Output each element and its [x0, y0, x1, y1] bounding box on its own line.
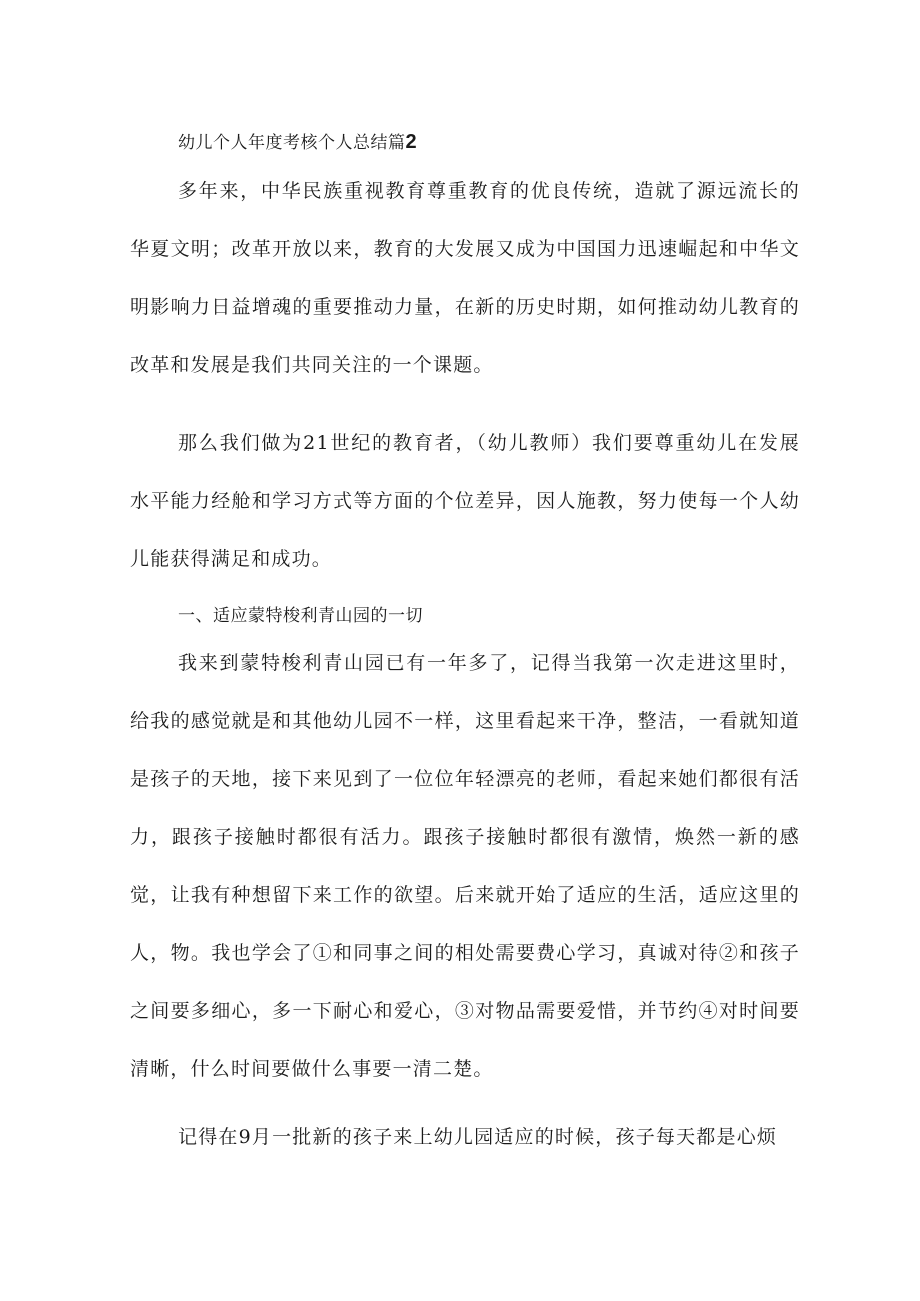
document-title [178, 128, 417, 157]
title-text: 幼儿个人年度考核个人总结篇 [178, 133, 406, 153]
paragraph-1: 多年来，中华民族重视教育尊重教育的优良传统，造就了源远流长的华夏文明；改革开放以来，教育的大发展又成为中国国力迅速崛起和中华文明影响力日益增魂的重要推动力量，在新的历史时期，如何推动幼儿教育的改革和发展是我们共同关注的一个课题。 [130, 180, 800, 376]
section-heading: 一、适应蒙特梭利青山园的一切 [178, 606, 423, 626]
paragraph-2: 那么我们做为21世纪的教育者，（幼儿教师）我们要尊重幼儿在发展水平能力经舱和学习方式等方面的个位差异，因人施教，努力使每一个人幼儿能获得满足和成功。 [130, 432, 800, 570]
paragraph-3: 我来到蒙特梭利青山园已有一年多了，记得当我第一次走进这里时，给我的感觉就是和其他幼儿园不一样，这里看起来干净，整洁，一看就知道是孩子的天地，接下来见到了一位位年轻漂亮的老师，看起来她们都很有活力，跟孩子接触时都很有活力。跟孩子接触时都很有激情，焕然一新的感觉，让我有种想留下来工作的欲望。后来就开始了适应的生活，适应这里的人，物。我也学会了①和同事之间的相处需要费心学习，真诚对待②和孩子之间要多细心，多一下耐心和爱心，③对物品需要爱惜，并节约④对时间要清晰，什么时间要做什么事要一清二楚。 [130, 652, 800, 1080]
paragraph-4: 记得在9月一批新的孩子来上幼儿园适应的时候，孩子每天都是心烦 [178, 1126, 778, 1148]
title-number: 2 [405, 131, 418, 153]
